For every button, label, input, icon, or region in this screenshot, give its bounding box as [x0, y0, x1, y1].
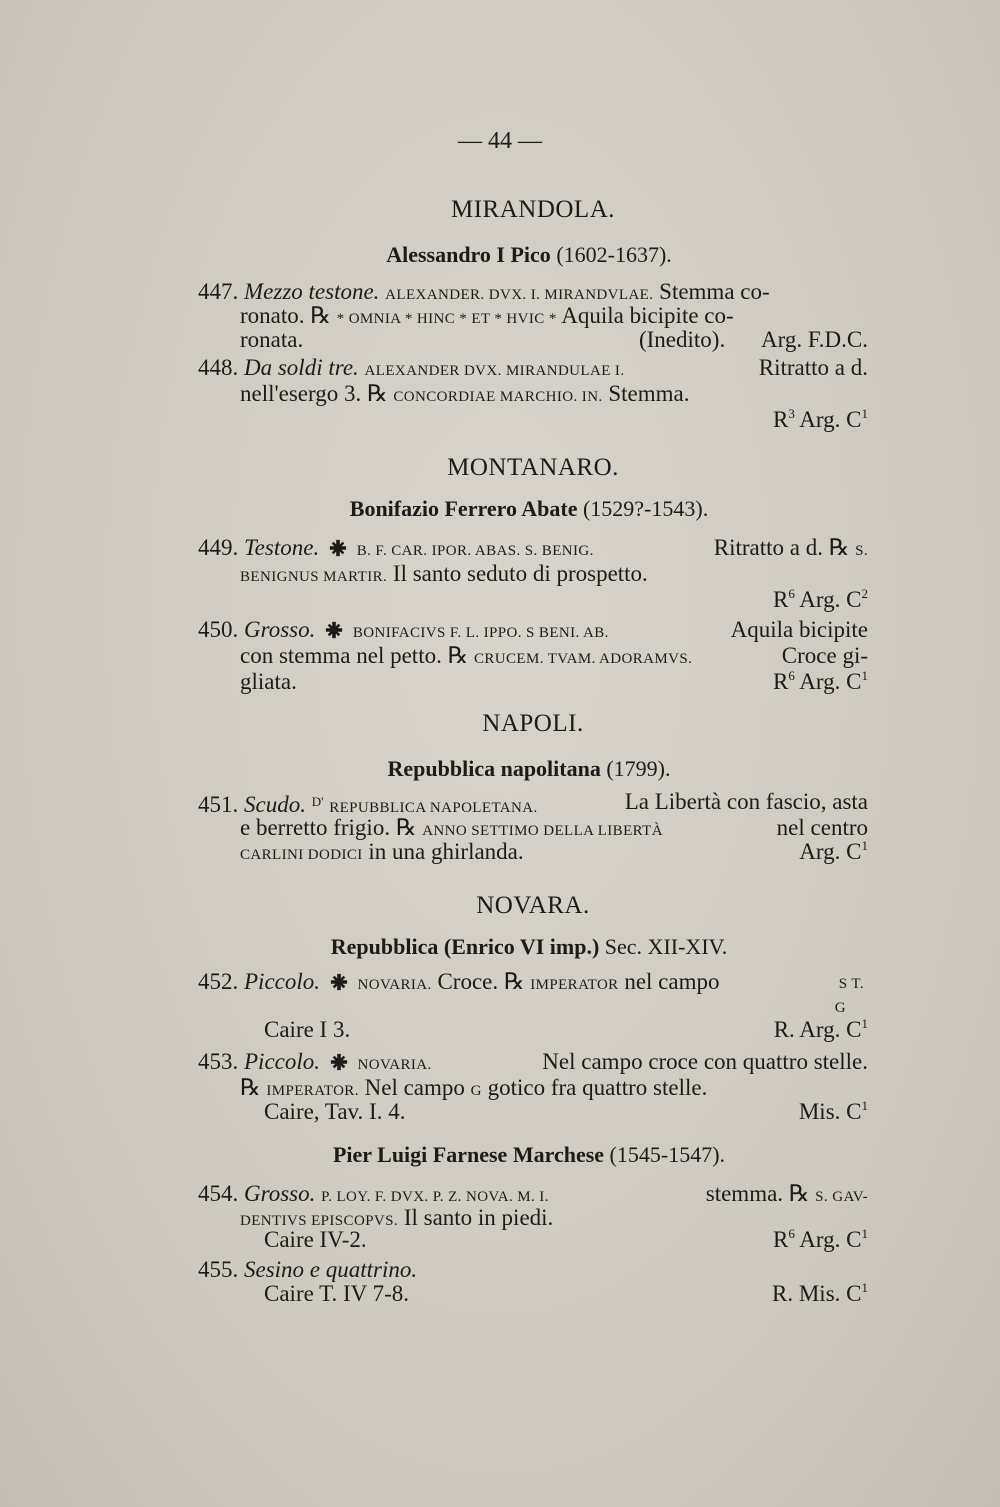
section-heading-mirandola: MIRANDOLA.	[450, 196, 616, 223]
entry-number: 455.	[198, 1257, 239, 1282]
description: Il santo seduto di prospetto.	[392, 561, 648, 586]
entry-453-line-3	[264, 1098, 868, 1126]
gothic-letter: G	[470, 1083, 482, 1099]
entry-455-line-2	[264, 1280, 868, 1308]
section-heading-montanaro: MONTANARO.	[447, 454, 619, 481]
metal: Arg.	[799, 669, 841, 694]
rarity-degree: 6	[788, 668, 795, 683]
rarity: R	[772, 1227, 789, 1252]
entry-450-line-3	[240, 668, 868, 696]
section-heading-novara: NOVARA.	[476, 892, 590, 919]
conservation-degree: 1	[861, 1098, 868, 1113]
coin-title: Piccolo.	[244, 1049, 320, 1074]
legend-reverse: ANNO SETTIMO DELLA LIBERTÀ	[422, 823, 663, 839]
reference: Caire I 3.	[264, 1017, 351, 1042]
conservation-degree: 1	[861, 1226, 868, 1241]
legend-obverse: P. LOY. F. DVX. P. Z. NOVA. M. I.	[321, 1189, 549, 1205]
rarity-metal-conservation	[774, 1016, 868, 1044]
metal: Mis.	[798, 1099, 841, 1124]
legend-reverse: DENTIVS EPISCOPVS.	[240, 1213, 399, 1229]
cross-icon	[330, 1053, 348, 1071]
metal-conservation	[799, 1098, 868, 1126]
conservation-degree: 1	[861, 406, 868, 421]
description: ronata.	[240, 327, 304, 352]
rarity: R	[772, 587, 789, 612]
reverse-symbol: ℞	[310, 303, 331, 328]
entry-454-line-3	[264, 1226, 868, 1254]
obverse-mark: D'	[311, 794, 324, 809]
conservation-degree: 1	[861, 1280, 868, 1295]
description: Croce gi-	[781, 643, 868, 668]
ruler-name: Repubblica (Enrico VI imp.)	[330, 934, 600, 959]
description: in una ghirlanda.	[368, 839, 524, 864]
coin-title: Scudo.	[244, 792, 306, 817]
legend-reverse: CRUCEM. TVAM. ADORAMVS.	[473, 651, 693, 667]
entry-number: 447.	[198, 279, 239, 304]
legend-obverse: NOVARIA.	[357, 1057, 432, 1073]
section-heading-napoli: NAPOLI.	[482, 710, 584, 737]
description: Ritratto a d.	[758, 355, 868, 380]
legend-reverse-cont: CARLINI DODICI	[240, 847, 363, 863]
legend-reverse: IMPERATOR	[530, 977, 619, 993]
legend-obverse: NOVARIA.	[357, 977, 432, 993]
metal: Arg.	[799, 587, 841, 612]
ruler-dates: (1602-1637).	[556, 242, 672, 267]
reverse-symbol: ℞	[240, 1075, 261, 1100]
legend-reverse-start: S.	[855, 543, 868, 559]
legend-obverse: REPUBBLICA NAPOLETANA.	[329, 800, 538, 816]
coin-title: Grosso.	[244, 1181, 316, 1206]
ruler-dates: (1545-1547).	[609, 1142, 726, 1167]
conservation-degree: 1	[861, 668, 868, 683]
page-number: — 44 —	[458, 128, 542, 154]
unpublished-note: (Inedito).	[638, 327, 726, 352]
entry-447-line-3	[240, 326, 868, 354]
legend-obverse: ALEXANDER DVX. MIRANDULAE I.	[364, 363, 625, 379]
rarity-degree: 6	[788, 1226, 795, 1241]
reference: Caire IV-2.	[264, 1227, 367, 1252]
reverse-symbol: ℞	[367, 381, 388, 406]
cross-icon	[330, 973, 348, 991]
description: nell'esergo 3.	[240, 381, 362, 406]
legend-obverse: BONIFACIVS F. L. IPPO. S BENI. AB.	[352, 625, 609, 641]
entry-number: 454.	[198, 1181, 239, 1206]
entry-number: 448.	[198, 355, 239, 380]
reverse-symbol: ℞	[503, 969, 525, 994]
coin-title: Testone.	[244, 535, 320, 560]
reference: Caire, Tav. I. 4.	[264, 1099, 406, 1124]
conservation: C	[846, 407, 862, 432]
conservation: C	[846, 587, 862, 612]
conservation: C	[846, 1099, 862, 1124]
rarity: R.	[772, 1281, 794, 1306]
coin-title: Piccolo.	[244, 969, 320, 994]
ruler-heading-bonifazio	[0, 496, 1000, 522]
rarity-metal-conservation	[773, 406, 868, 434]
description: gliata.	[240, 669, 297, 694]
description: La Libertà con fascio, asta	[624, 789, 868, 814]
ruler-name: Bonifazio Ferrero Abate	[349, 496, 578, 521]
field-letters-top: S T.	[838, 976, 864, 992]
entry-number: 452.	[198, 969, 239, 994]
description: stemma.	[705, 1181, 784, 1206]
entry-452-line-1	[198, 968, 868, 999]
description: Il santo in piedi.	[403, 1205, 554, 1230]
rarity-degree: 3	[788, 406, 795, 421]
entry-number: 450.	[198, 617, 239, 642]
legend-reverse: * OMNIA * HINC * ET * HVIC *	[336, 311, 557, 327]
rarity-metal-conservation	[772, 1280, 868, 1308]
entry-number: 449.	[198, 535, 239, 560]
reverse-symbol: ℞	[395, 815, 417, 840]
metal: Arg.	[799, 1227, 841, 1252]
ruler-name: Alessandro I Pico	[386, 242, 551, 267]
entry-452-line-3	[264, 1016, 868, 1044]
cross-icon	[325, 621, 343, 639]
cross-icon	[329, 539, 347, 557]
legend-obverse: ALEXANDER. DVX. I. MIRANDVLAE.	[385, 287, 654, 303]
description: e berretto frigio.	[240, 815, 391, 840]
rarity-metal-conservation	[773, 668, 868, 696]
ruler-dates: (1799).	[606, 756, 671, 781]
reverse-symbol: ℞	[447, 643, 469, 668]
metal: Arg.	[799, 839, 841, 864]
ruler-heading-repubblica-napolitana	[0, 756, 1000, 782]
coin-title: Da soldi tre.	[244, 355, 359, 380]
reverse-symbol: ℞	[828, 535, 850, 560]
legend-reverse-start: S. GAV-	[815, 1189, 868, 1205]
conservation: C	[846, 669, 862, 694]
ruler-name: Pier Luigi Farnese Marchese	[332, 1142, 605, 1167]
legend-reverse: IMPERATOR.	[266, 1083, 359, 1099]
description: Aquila bicipite co-	[561, 303, 734, 328]
description: gotico fra quattro stelle.	[487, 1075, 708, 1100]
rarity-metal-conservation	[773, 586, 868, 614]
description: con stemma nel petto.	[240, 643, 442, 668]
description: nel centro	[776, 815, 868, 840]
description: Nel campo	[364, 1075, 465, 1100]
ruler-dates: (1529?-1543).	[582, 496, 709, 521]
rarity: R.	[773, 1017, 795, 1042]
description: Stemma co-	[659, 279, 770, 304]
metal-conservation	[799, 838, 868, 866]
description: ronato.	[240, 303, 305, 328]
ruler-heading-repubblica-novara	[0, 934, 1000, 960]
legend-reverse: CONCORDIAE MARCHIO. IN.	[393, 389, 603, 405]
entry-451-line-3	[240, 838, 868, 869]
description: Stemma.	[608, 381, 690, 406]
entry-number: 451.	[198, 792, 239, 817]
rarity: R	[772, 669, 789, 694]
description: Nel campo croce con quattro stelle.	[542, 1049, 868, 1074]
conservation-degree: 1	[861, 1016, 868, 1031]
conservation: C	[846, 1227, 862, 1252]
rarity-degree: 6	[788, 586, 795, 601]
ruler-heading-alessandro	[0, 242, 1000, 268]
field-letter-bottom: G	[834, 1000, 846, 1016]
rarity-metal-conservation	[773, 1226, 868, 1254]
metal-grade: Arg. F.D.C.	[760, 327, 868, 352]
description: Croce.	[437, 969, 499, 994]
conservation-degree: 2	[861, 586, 868, 601]
reverse-symbol: ℞	[788, 1181, 810, 1206]
description: Aquila bicipite	[730, 617, 868, 642]
ruler-dates: Sec. XII-XIV.	[604, 934, 728, 959]
coin-title: Grosso.	[244, 617, 316, 642]
ruler-heading-pier-luigi-farnese	[0, 1142, 1000, 1168]
metal: Mis.	[798, 1281, 841, 1306]
legend-reverse: BENIGNUS MARTIR.	[240, 569, 388, 585]
reference: Caire T. IV 7-8.	[264, 1281, 409, 1306]
conservation: C	[846, 1281, 862, 1306]
metal: Arg.	[799, 407, 841, 432]
conservation-degree: 1	[861, 838, 868, 853]
coin-title: Sesino e quattrino.	[244, 1257, 418, 1282]
legend-obverse: B. F. CAR. IPOR. ABAS. S. BENIG.	[356, 543, 594, 559]
coin-title: Mezzo testone.	[244, 279, 380, 304]
entry-number: 453.	[198, 1049, 239, 1074]
metal: Arg.	[799, 1017, 841, 1042]
description: nel campo	[624, 969, 720, 994]
conservation: C	[846, 1017, 862, 1042]
rarity: R	[772, 407, 789, 432]
conservation: C	[846, 839, 862, 864]
description: Ritratto a d.	[713, 535, 823, 560]
ruler-name: Repubblica napolitana	[387, 756, 601, 781]
